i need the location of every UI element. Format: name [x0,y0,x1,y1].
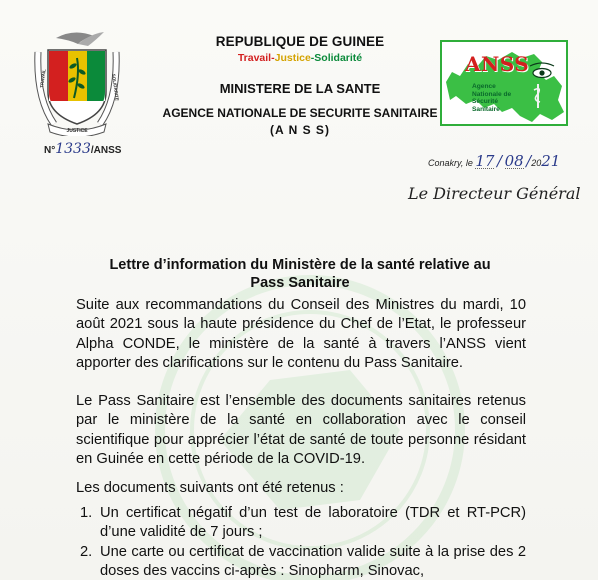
arms-band-right: SOLIDARITE [111,73,120,102]
list-item-text: Une carte ou certificat de vaccination valide suite à la prise des 2 doses des vaccins ci-après : Sinopharm, Sinovac, [100,543,526,579]
list-intro: Les documents suivants ont été retenus : [76,480,344,496]
motto-word-2: Justice [274,52,311,64]
motto-sep-1: - [271,52,275,64]
logo-sub-line-1: Agence [472,83,496,90]
logo-subtitle [472,83,532,113]
arms-band-left: TRAVAIL [39,68,47,89]
paragraph-1: Suite aux recommandations du Conseil des Ministres du mardi, 10 août 2021 sous la haute présidence du Chef de l’Etat, le professeur Alpha CONDE, le ministère de la santé à travers l’ANSS vient apporter des clarifications sur le contenu du Pass Sanitaire. [76,297,526,371]
logo-sub-line-4: Sanitaire [472,105,500,113]
list-item [76,543,526,580]
motto-sep-2: - [310,52,315,64]
date-place: Conakry, le [428,158,473,168]
documents-list [76,504,526,580]
title-line-2: Pass Sanitaire [250,275,350,291]
anss-logo [440,40,568,126]
motto-word-3: Solidarité [314,52,363,64]
date-day: 17 [475,152,495,170]
national-motto [150,52,450,64]
motto-word-1: Travail [237,52,272,64]
reference-suffix: /ANSS [90,145,122,156]
letter-date: Conakry, le 17 / 08 /2021 [428,152,561,170]
logo-name: ANSS [465,52,530,76]
list-item-number: 2. [80,543,93,560]
list-item-number: 1. [80,505,93,521]
document-title [80,256,520,292]
coat-of-arms-icon [34,28,120,136]
logo-sub-line-2: Nationale de [472,90,512,98]
agency-acronym: (A N S S) [270,123,330,137]
list-item-text: Un certificat négatif d’un test de laboratoire (TDR et RT-PCR) d’une validité de 7 jours ; [100,505,526,541]
arms-band-center: JUSTICE [66,128,88,134]
agency-heading: AGENCE NATIONALE DE SECURITE SANITAIRE [162,106,438,120]
date-month: 08 [504,152,524,170]
reference-prefix: N° [44,145,56,156]
ministry-heading: MINISTERE DE LA SANTE [219,81,381,96]
date-year-suffix: 21 [541,152,561,170]
republic-heading: REPUBLIQUE DE GUINEE [215,34,385,49]
logo-sub-line-3: Sécurité [472,98,499,105]
list-item [76,504,526,543]
date-year-prefix: 20 [531,158,542,168]
reference-handwritten-number: 1333 [55,141,91,157]
title-line-1: Lettre d’information du Ministère de la santé relative au [109,257,491,273]
signatory-title: Le Directeur Général [408,184,581,203]
reference-number [44,141,121,157]
paragraph-2: Le Pass Sanitaire est l’ensemble des documents sanitaires retenus par le ministère de la santé en collaboration avec le conseil scientifique pour apprécier l’état de santé de toute personne résidant en Guinée en cette période de la COVID-19. [76,393,526,467]
